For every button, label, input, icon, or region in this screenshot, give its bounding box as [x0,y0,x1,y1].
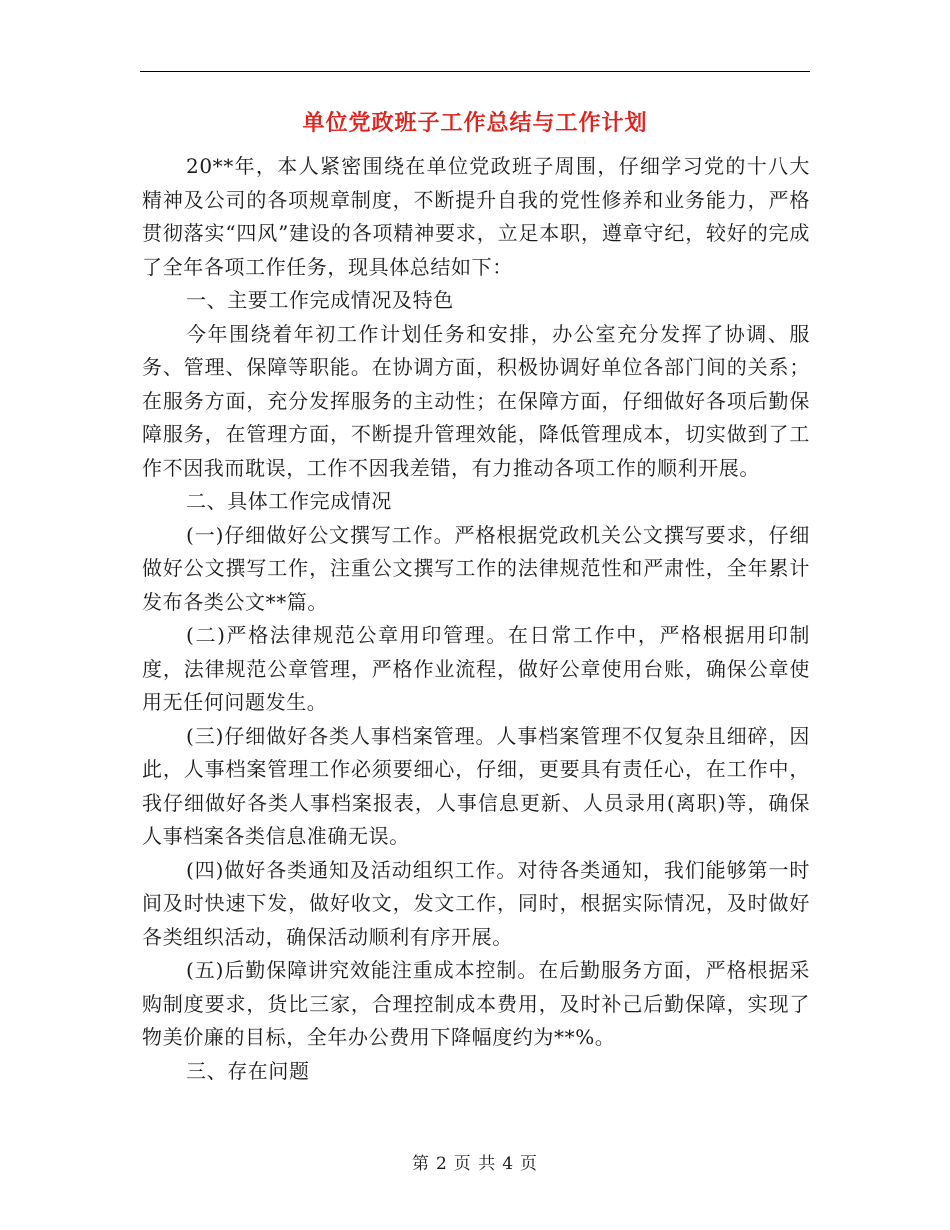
section-1-paragraph: 今年围绕着年初工作计划任务和安排，办公室充分发挥了协调、服务、管理、保障等职能。在协调方面，积极协调好单位各部门间的关系；在服务方面，充分发挥服务的主动性；在保障方面，仔细做好各项后勤保障服务，在管理方面，不断提升管理效能，降低管理成本，切实做到了工作不因我而耽误，工作不因我差错，有力推动各项工作的顺利开展。 [142,321,810,480]
item-4-paragraph: (四)做好各类通知及活动组织工作。对待各类通知，我们能够第一时间及时快速下发，做好收文，发文工作，同时，根据实际情况，及时做好各类组织活动，确保活动顺利有序开展。 [142,857,810,949]
section-heading-2: 二、具体工作完成情况 [186,489,392,513]
header-rule [140,71,810,72]
intro-paragraph: 20**年，本人紧密围绕在单位党政班子周围，仔细学习党的十八大精神及公司的各项规章制度，不断提升自我的党性修养和业务能力，严格贯彻落实“四风”建设的各项精神要求，立足本职，遵章守纪，较好的完成了全年各项工作任务，现具体总结如下： [142,154,810,279]
footer-suffix: 页 [520,1154,539,1174]
footer-prefix: 第 [411,1154,430,1174]
current-page-number: 2 [435,1154,448,1174]
item-5-paragraph: (五)后勤保障讲究效能注重成本控制。在后勤服务方面，严格根据采购制度要求，货比三家，合理控制成本费用，及时补己后勤保障，实现了物美价廉的目标，全年办公费用下降幅度约为**%。 [142,958,810,1049]
item-2-paragraph: (二)严格法律规范公章用印管理。在日常工作中，严格根据用印制度，法律规范公章管理，严格作业流程，做好公章使用台账，确保公章使用无任何问题发生。 [142,623,810,714]
item-1-paragraph: (一)仔细做好公文撰写工作。严格根据党政机关公文撰写要求，仔细做好公文撰写工作，注重公文撰写工作的法律规范性和严肃性，全年累计发布各类公文**篇。 [142,522,810,614]
footer-middle: 页 共 [453,1154,497,1174]
document-title: 单位党政班子工作总结与工作计划 [302,111,648,136]
section-heading-3: 三、存在问题 [186,1058,310,1083]
page-footer [140,1152,810,1176]
total-page-count: 4 [502,1154,515,1174]
section-heading-1: 一、主要工作完成情况及特色 [186,288,454,312]
document-body [142,150,810,1088]
item-3-paragraph: (三)仔细做好各类人事档案管理。人事档案管理不仅复杂且细碎，因此，人事档案管理工作必须要细心，仔细，更要具有责任心，在工作中，我仔细做好各类人事档案报表，人事信息更新、人员录用(离职)等，确保人事档案各类信息准确无误。 [142,723,810,848]
